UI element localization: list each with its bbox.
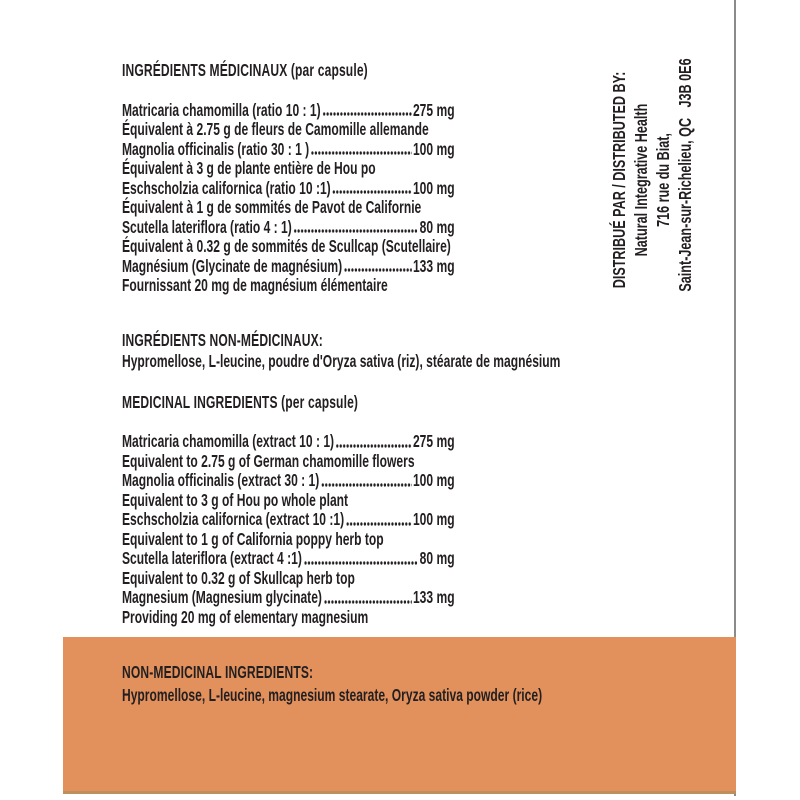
ingredient-amount: 80 mg bbox=[419, 548, 455, 568]
dot-leader bbox=[324, 599, 412, 605]
ingredient-amount: 100 mg bbox=[412, 138, 455, 159]
distributor-block bbox=[608, 58, 696, 292]
ingredient-name: Eschscholzia californica (ratio 10 :1) bbox=[122, 177, 331, 198]
dot-leader bbox=[311, 150, 411, 156]
ingredient-equivalence: Équivalent à 3 g de plante entière de Hou po bbox=[122, 158, 376, 178]
dot-leader bbox=[304, 560, 418, 566]
ingredient-row bbox=[122, 101, 455, 121]
ingredient-equivalence: Équivalent à 2.75 g de fleurs de Camomille allemande bbox=[122, 119, 429, 139]
dot-leader bbox=[333, 189, 412, 195]
ingredient-amount: 275 mg bbox=[412, 431, 455, 451]
ingredient-name: Magnésium (Glycinate de magnésium) bbox=[122, 255, 343, 276]
distributor-street: 716 rue du Biat, bbox=[653, 133, 673, 227]
en-medicinal-rows bbox=[122, 432, 544, 627]
ingredient-equivalence: Equivalent to 3 g of Hou po whole plant bbox=[122, 489, 349, 510]
ingredient-name: Scutella lateriflora (extract 4 :1) bbox=[122, 548, 302, 568]
ingredient-row bbox=[122, 257, 455, 277]
dot-leader bbox=[344, 267, 411, 273]
ingredient-amount: 133 mg bbox=[412, 587, 455, 607]
fr-medicinal-heading: INGRÉDIENTS MÉDICINAUX (par capsule) bbox=[122, 60, 368, 80]
ingredient-row bbox=[122, 588, 455, 608]
ingredient-name: Matricaria chamomilla (extract 10 : 1) bbox=[122, 431, 335, 451]
en-medicinal-heading: MEDICINAL INGREDIENTS (per capsule) bbox=[122, 391, 359, 412]
fr-nonmedicinal-text: Hypromellose, L-leucine, poudre d'Oryza sativa (riz), stéarate de magnésium bbox=[122, 351, 561, 371]
ingredient-row bbox=[122, 218, 455, 238]
ingredient-amount: 80 mg bbox=[419, 216, 455, 237]
ingredient-equivalence: Providing 20 mg of elementary magnesium bbox=[122, 606, 369, 627]
ingredient-amount: 100 mg bbox=[412, 470, 455, 490]
ingredient-name: Magnesium (Magnesium glycinate) bbox=[122, 587, 322, 607]
dot-leader bbox=[336, 443, 411, 449]
ingredient-amount: 133 mg bbox=[412, 255, 455, 276]
ingredient-equivalence: Equivalent to 1 g of California poppy herb top bbox=[122, 528, 384, 549]
ingredient-name: Magnolia officinalis (ratio 30 : 1 ) bbox=[122, 138, 310, 159]
dot-leader bbox=[321, 482, 411, 488]
distributor-city: Saint-Jean-sur-Richelieu, QC J3B 0E6 bbox=[675, 58, 695, 292]
en-nonmedicinal-text: Hypromellose, L-leucine, magnesium stearate, Oryza sativa powder (rice) bbox=[122, 684, 543, 705]
distributor-title: DISTRIBUÉ PAR / DISTRIBUTED BY: bbox=[609, 71, 629, 289]
ingredient-row bbox=[122, 471, 455, 491]
fr-medicinal-rows bbox=[122, 101, 544, 296]
ingredient-equivalence: Équivalent à 0.32 g de sommités de Scullcap (Scutellaire) bbox=[122, 236, 451, 256]
ingredient-equivalence: Equivalent to 0.32 g of Skullcap herb top bbox=[122, 567, 355, 588]
ingredient-name: Eschscholzia californica (extract 10 :1) bbox=[122, 509, 345, 529]
ingredient-row bbox=[122, 179, 455, 199]
ingredient-row bbox=[122, 140, 455, 160]
ingredient-row bbox=[122, 432, 455, 452]
ingredient-equivalence: Equivalent to 2.75 g of German chamomille flowers bbox=[122, 450, 415, 471]
distributor-name: Natural Integrative Health bbox=[631, 103, 651, 257]
ingredient-name: Magnolia officinalis (extract 30 : 1) bbox=[122, 470, 320, 490]
ingredient-row bbox=[122, 510, 455, 530]
ingredient-amount: 275 mg bbox=[412, 99, 455, 120]
ingredient-amount: 100 mg bbox=[412, 177, 455, 198]
dot-leader bbox=[346, 521, 411, 527]
dot-leader bbox=[323, 111, 412, 117]
ingredient-name: Matricaria chamomilla (ratio 10 : 1) bbox=[122, 99, 321, 120]
ingredient-equivalence: Fournissant 20 mg de magnésium élémentaire bbox=[122, 275, 388, 295]
non-medicinal-band bbox=[63, 637, 736, 794]
ingredients-panel bbox=[122, 60, 561, 627]
ingredient-amount: 100 mg bbox=[412, 509, 455, 529]
fr-nonmedicinal-heading: INGRÉDIENTS NON-MÉDICINAUX: bbox=[122, 329, 323, 350]
ingredient-row bbox=[122, 549, 455, 569]
ingredient-equivalence: Équivalent à 1 g de sommités de Pavot de Californie bbox=[122, 197, 422, 217]
en-nonmedicinal-heading: NON-MEDICINAL INGREDIENTS: bbox=[122, 662, 314, 682]
en-nonmedicinal-block bbox=[122, 663, 544, 705]
dot-leader bbox=[294, 228, 418, 234]
ingredient-name: Scutella lateriflora (ratio 4 : 1) bbox=[122, 216, 292, 237]
